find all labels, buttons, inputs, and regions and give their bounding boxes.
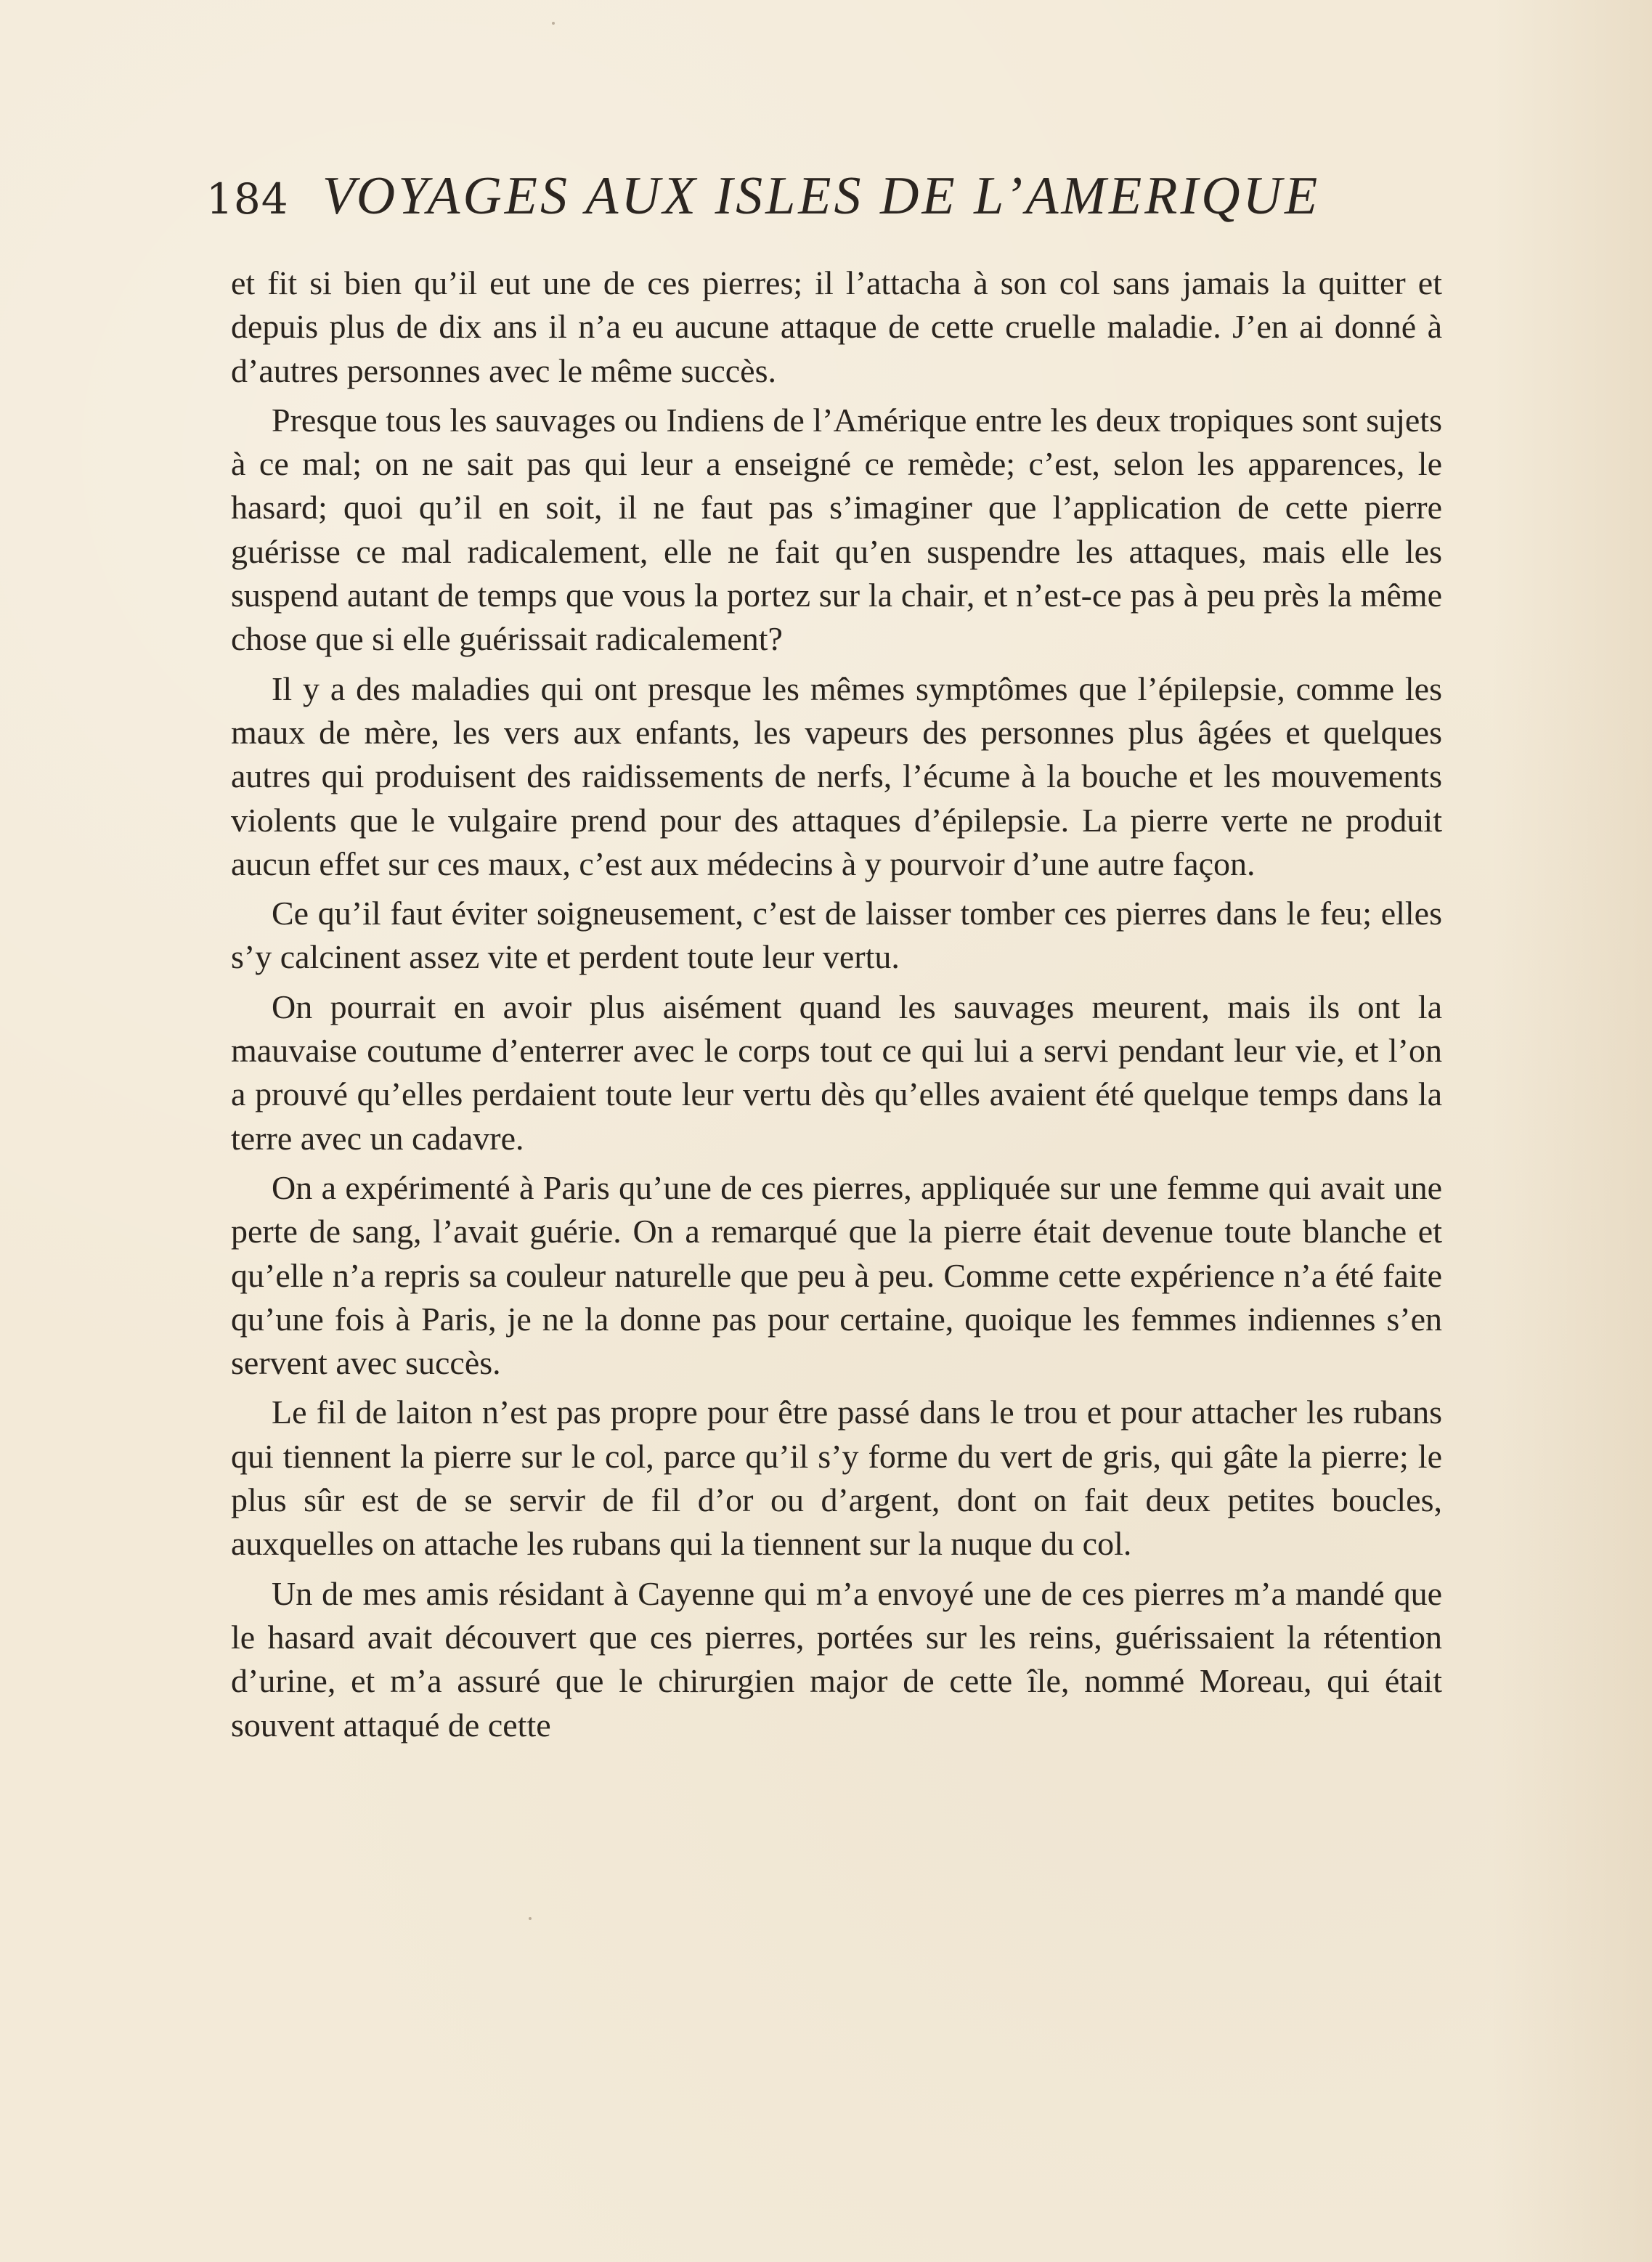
page-edge-shadow	[1492, 0, 1652, 2262]
paragraph: Un de mes amis résidant à Cayenne qui m’a envoyé une de ces pierres m’a mandé que le hasard avait découvert que ces pierres, portées sur les reins, guérissaient la rétention d’urine, et m’a assuré que le chirurgien major de cette île, nommé Moreau, qui était souvent attaqué de cette	[231, 1574, 1442, 1744]
paragraph: Ce qu’il faut éviter soigneusement, c’est de laisser tomber ces pierres dans le feu; elles s’y calcinent assez vite et perdent toute leur vertu.	[231, 895, 1442, 976]
running-title: VOYAGES AUX ISLES DE L’AMERIQUE	[322, 166, 1321, 226]
paragraph: On pourrait en avoir plus aisément quand les sauvages meurent, mais ils ont la mauvaise coutume d’enterrer avec le corps tout ce qui lui a servi pendant leur vie, et l’on a prouvé qu’elles perdaient toute leur vertu dès qu’elles avaient été quelque temps dans la terre avec un cadavre.	[231, 988, 1442, 1157]
paragraph: Il y a des maladies qui ont presque les mêmes symptômes que l’épilepsie, comme les maux de mère, les vers aux enfants, les vapeurs des personnes plus âgées et quelques autres qui produisent des raidissements de nerfs, l’écume à la bouche et les mouvements violents que le vulgaire prend pour des attaques d’épilepsie. La pierre verte ne produit aucun effet sur ces maux, c’est aux médecins à y pourvoir d’une autre façon.	[231, 670, 1442, 882]
paragraph: Presque tous les sauvages ou Indiens de l’Amérique entre les deux tropiques sont sujets à ce mal; on ne sait pas qui leur a enseigné ce remède; c’est, selon les apparences, le hasard; quoi qu’il en soit, il ne faut pas s’imaginer que l’application de cette pierre guérisse ce mal radicalement, elle ne fait qu’en suspendre les attaques, mais elle les suspend autant de temps que vous la portez sur la chair, et n’est-ce pas à peu près la même chose que si elle guérissait radicalement?	[231, 401, 1442, 658]
page-number: 184	[206, 174, 289, 224]
paragraph: et fit si bien qu’il eut une de ces pierres; il l’attacha à son col sans jamais la quitter et depuis plus de dix ans il n’a eu aucune attaque de cette cruelle maladie. J’en ai donné à d’autres personnes avec le même succès.	[231, 264, 1442, 389]
paper-speck	[552, 22, 555, 25]
body-text	[231, 261, 1442, 1753]
page-header	[206, 166, 1455, 245]
paragraph: On a expérimenté à Paris qu’une de ces pierres, appliquée sur une femme qui avait une perte de sang, l’avait guérie. On a remarqué que la pierre était devenue toute blanche et qu’elle n’a repris sa couleur naturelle que peu à peu. Comme cette expérience n’a été faite qu’une fois à Paris, je ne la donne pas pour certaine, quoique les femmes indiennes s’en servent avec succès.	[231, 1168, 1442, 1382]
paragraph: Le fil de laiton n’est pas propre pour être passé dans le trou et pour attacher les rubans qui tiennent la pierre sur le col, parce qu’il s’y forme du vert de gris, qui gâte la pierre; le plus sûr est de se servir de fil d’or ou d’argent, dont on fait deux petites boucles, auxquelles on attache les rubans qui la tiennent sur la nuque du col.	[231, 1394, 1442, 1563]
paper-speck	[529, 1917, 532, 1920]
